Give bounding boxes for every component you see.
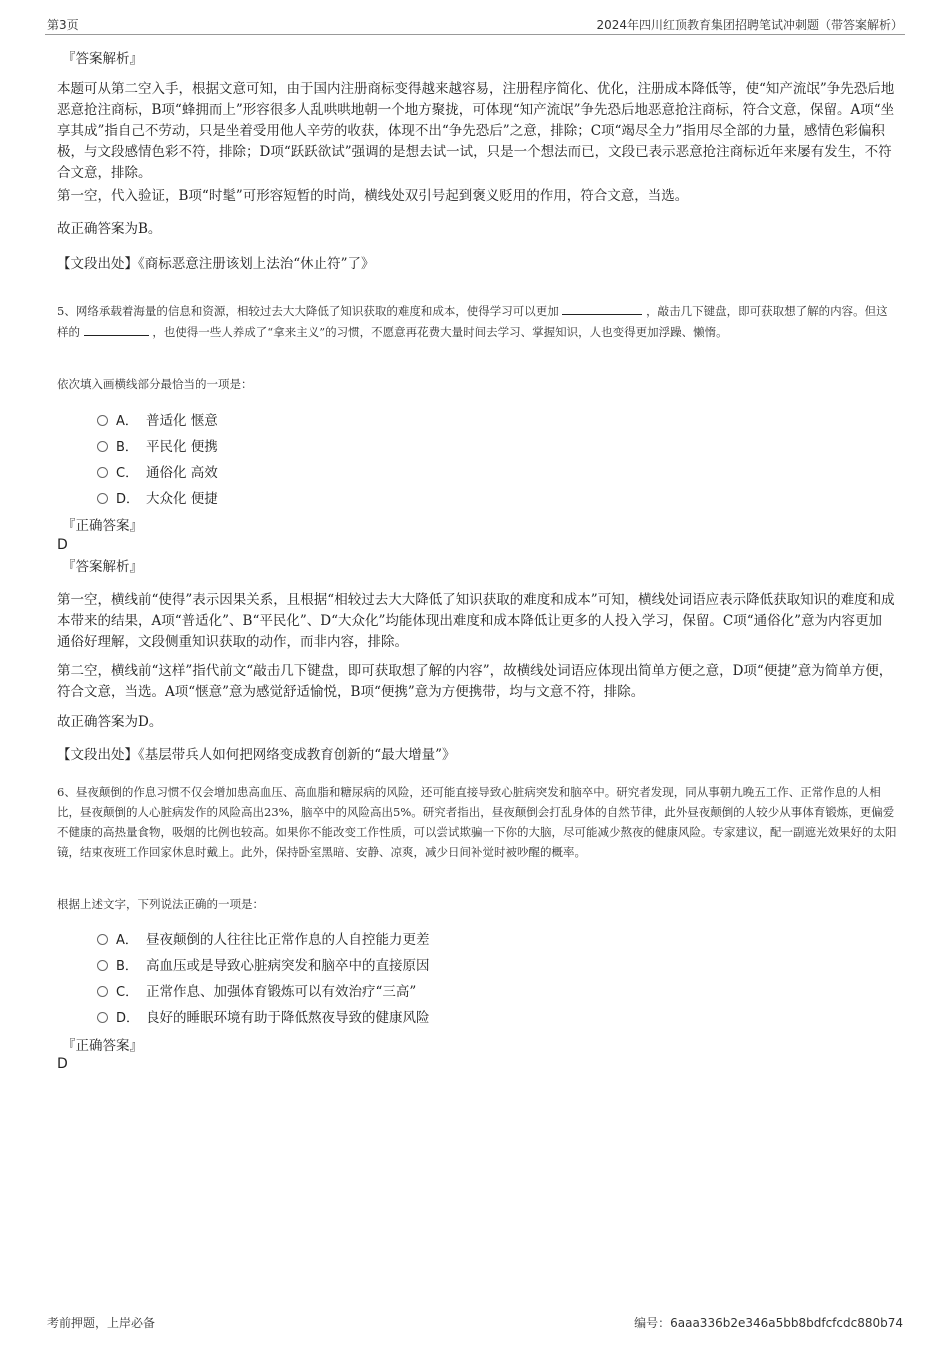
q4-analysis-p2: 第一空，代入验证，B项“时髦”可形容短暂的时尚，横线处双引号起到褒义贬用的作用，符合文意，当选。 <box>57 188 689 204</box>
radio-icon[interactable] <box>97 441 108 452</box>
q6-stem: 6、昼夜颠倒的作息习惯不仅会增加患高血压、高血脂和糖尿病的风险，还可能直接导致心脏病突发和脑卒中。研究者发现，同从事朝九晚五工作、正常作息的人相比，昼夜颠倒的人心脏病发作的风险高出23%，脑卒中的风险高出5%。研究者指出，昼夜颠倒会打乱身体的自然节律，此外昼夜颠倒的人较少从事体育锻炼，更偏爱不健康的高热量食物，吸烟的比例也较高。如果你不能改变工作性质，可以尝试欺骗一下你的大脑，尽可能减少熬夜的健康风险。专家建议，配一副遮光效果好的太阳镜，结束夜班工作回家休息时戴上。此外，保持卧室黑暗、安静、凉爽，减少日间补觉时被吵醒的概率。 <box>57 785 897 859</box>
page-number: 第3页 <box>47 18 79 32</box>
q5-option-a[interactable]: A． 普适化 惬意 <box>97 412 218 431</box>
q5-answer: D <box>57 537 68 553</box>
q5-blank-2 <box>84 321 149 336</box>
radio-icon[interactable] <box>97 467 108 478</box>
q6-option-d[interactable]: D． 良好的睡眠环境有助于降低熬夜导致的健康风险 <box>97 1009 430 1028</box>
q5-option-d[interactable]: D． 大众化 便捷 <box>97 490 218 509</box>
q5-analysis-p2: 第二空，横线前“这样”指代前文“敲击几下键盘，即可获取想了解的内容”，故横线处词语应体现出简单方便之意，D项“便捷”意为简单方便，符合文意，当选。A项“惬意”意为感觉舒适愉悦，B项“便携”意为方便携带，均与文意不符，排除。 <box>57 663 893 700</box>
q5-answer-label: 『正确答案』 <box>62 518 143 534</box>
q5-blank-1 <box>562 300 642 315</box>
q5-option-c[interactable]: C． 通俗化 高效 <box>97 464 218 483</box>
q4-analysis-p3: 故正确答案为B。 <box>57 221 162 237</box>
q5-analysis-label: 『答案解析』 <box>62 559 143 575</box>
q6-option-a[interactable]: A． 昼夜颠倒的人往往比正常作息的人自控能力更差 <box>97 931 430 950</box>
document-title: 2024年四川红顶教育集团招聘笔试冲刺题（带答案解析） <box>596 18 903 32</box>
q4-analysis-p1: 本题可从第二空入手，根据文意可知，由于国内注册商标变得越来越容易，注册程序简化、优化，注册成本降低等，使“知产流氓”争先恐后地恶意抢注商标，B项“蜂拥而上”形容很多人乱哄哄地朝一个地方聚拢，可体现“知产流氓”争先恐后地恶意抢注商标，符合文意，保留。A项“坐享其成”指自己不劳动，只是坐着受用他人辛劳的收获，体现不出“争先恐后”之意，排除；C项“竭尽全力”指用尽全部的力量，感情色彩偏积极，与文段感情色彩不符，排除；D项“跃跃欲试”强调的是想去试一试，只是一个想法而已，文段已表示恶意抢注商标近年来屡有发生，不符合文意，排除。 <box>57 81 895 181</box>
q5-analysis-p1: 第一空，横线前“使得”表示因果关系，且根据“相较过去大大降低了知识获取的难度和成本”可知，横线处词语应表示降低获取知识的难度和成本带来的结果，A项“普适化”、B“平民化”、D“大众化”均能体现出难度和成本降低让更多的人投入学习，保留。C项“通俗化”意为内容更加通俗好理解，文段侧重知识获取的动作，而非内容，排除。 <box>57 592 895 650</box>
q4-analysis-label: 『答案解析』 <box>62 51 143 67</box>
q6-option-b[interactable]: B． 高血压或是导致心脏病突发和脑卒中的直接原因 <box>97 957 430 976</box>
footer-serial: 编号：6aaa336b2e346a5bb8bdfcfcdc880b74 <box>634 1316 903 1330</box>
radio-icon[interactable] <box>97 415 108 426</box>
radio-icon[interactable] <box>97 934 108 945</box>
q5-prompt: 依次填入画横线部分最恰当的一项是： <box>57 377 253 391</box>
q4-source: 【文段出处】《商标恶意注册该划上法治“休止符”了》 <box>57 256 375 272</box>
q5-source: 【文段出处】《基层带兵人如何把网络变成教育创新的“最大增量”》 <box>57 747 456 763</box>
page-header <box>45 14 905 35</box>
radio-icon[interactable] <box>97 986 108 997</box>
q5-stem: 5、网络承载着海量的信息和资源，相较过去大大降低了知识获取的难度和成本，使得学习可以更加 ，敲击几下键盘，即可获取想了解的内容。但这样的 ，也使得一些人养成了“拿来主义”的习惯，不愿意再花费大量时间去学习、掌握知识，人也变得更加浮躁、懒惰。 <box>57 300 899 342</box>
radio-icon[interactable] <box>97 960 108 971</box>
q5-option-b[interactable]: B． 平民化 便携 <box>97 438 218 457</box>
radio-icon[interactable] <box>97 493 108 504</box>
q5-analysis-p3: 故正确答案为D。 <box>57 714 163 730</box>
q6-answer-label: 『正确答案』 <box>62 1038 143 1054</box>
footer-slogan: 考前押题，上岸必备 <box>47 1316 156 1330</box>
q6-option-c[interactable]: C． 正常作息、加强体育锻炼可以有效治疗“三高” <box>97 983 416 1002</box>
radio-icon[interactable] <box>97 1012 108 1023</box>
q6-prompt: 根据上述文字，下列说法正确的一项是： <box>57 897 264 911</box>
q6-answer: D <box>57 1056 68 1072</box>
page-footer <box>45 1314 905 1330</box>
